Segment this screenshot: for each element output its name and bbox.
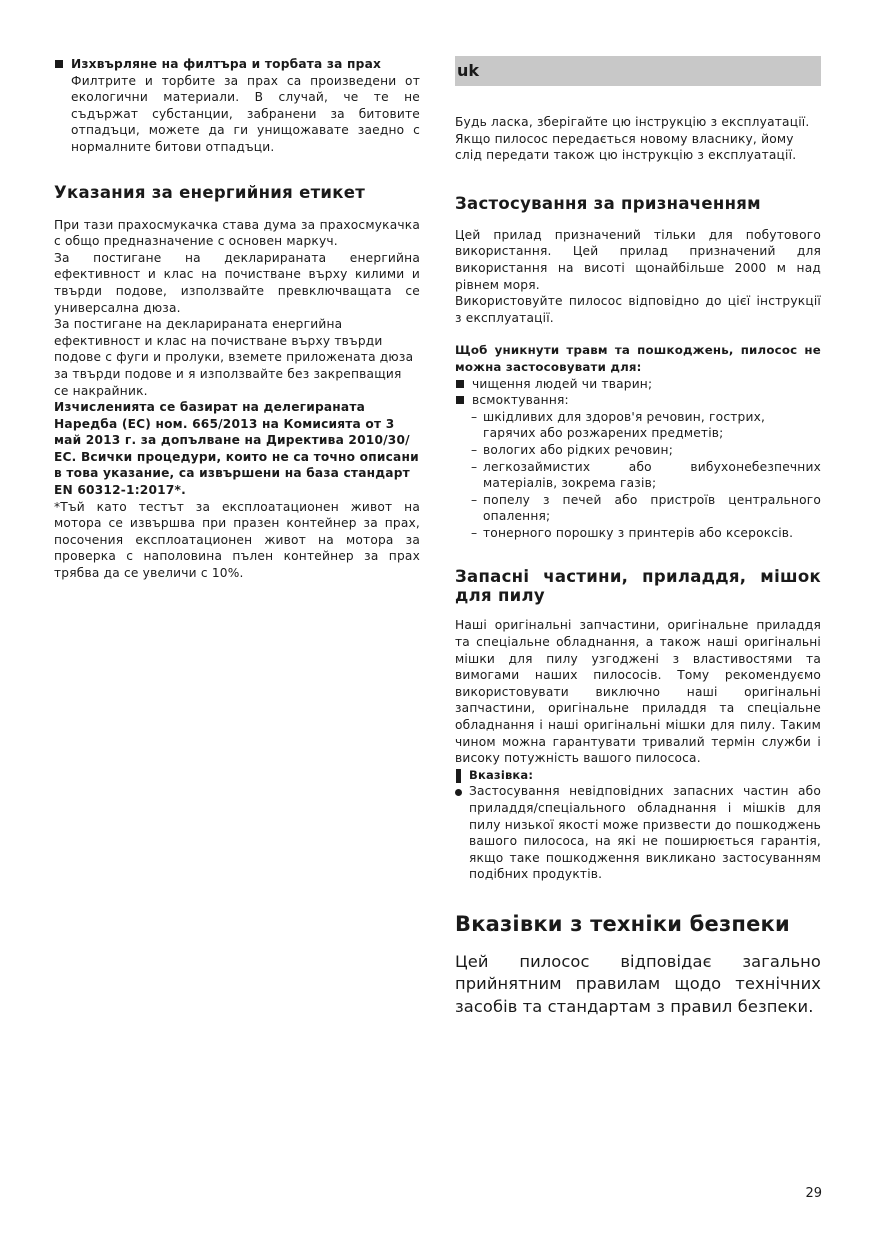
left-column xyxy=(54,56,420,582)
list-item xyxy=(455,392,821,409)
page-number: 29 xyxy=(805,1186,822,1201)
parts-heading: Запасні частини, приладдя, мішок для пилу xyxy=(455,567,821,606)
energy-regulation-note: Изчислениятa се базират на делегираната Наредба (ЕС) ном. 665/2013 на Комисията от 3 май 2013 г. за допълване на Директива 2010/30/ЕС. Всички процедури, които не са точно описани в това указание, са извършени на база стандарт EN 60312-1:2017*. xyxy=(54,400,419,498)
dash-icon: – xyxy=(471,459,478,474)
dash-icon: – xyxy=(471,492,478,507)
sub-item-text: вологих або рідких речовин; xyxy=(483,442,673,457)
energy-heading: Указания за енергийния етикет xyxy=(54,182,366,202)
list-item xyxy=(455,376,821,393)
sub-item-text: тонерного порошку з принтерів або ксероксів. xyxy=(483,525,794,540)
disposal-heading: Изхвърляне на филтъра и торбата за прах xyxy=(71,57,382,71)
dash-icon: – xyxy=(471,525,478,540)
intro-text: Будь ласка, зберігайте цю інструкцію з експлуатації. Якщо пилосос передається новому власнику, йому слід передати також цю інструкцію з експлуатації. xyxy=(455,115,810,163)
sub-list-item xyxy=(455,442,821,459)
bullet-square-icon xyxy=(456,380,464,388)
energy-paragraph-1: При тази прахосмукачка става дума за прахосмукачка с общо предназначение с основен маркуч. xyxy=(54,217,420,249)
energy-paragraph-2: За постигане на декларираната енергийна ефективност и клас на почистване върху килими и твърди подове, използвайте превключващата се универсална дюза. xyxy=(54,250,420,315)
sub-list-item xyxy=(455,525,821,542)
sub-item-text: попелу з печей або пристроїв центрального опалення; xyxy=(483,492,821,524)
purpose-paragraph-2: Використовуйте пилосос відповідно до цієї інструкції з експлуатації. xyxy=(455,294,821,325)
purpose-warning: Щоб уникнути травм та пошкоджень, пилосос не можна застосовувати для: xyxy=(455,343,821,374)
sub-item-text: шкідливих для здоров'я речовин, гострих, гарячих або розжарених предметів; xyxy=(483,409,766,441)
energy-paragraph-3: За постигане на декларираната енергийна ефективност и клас на почистване върху твърди подове с фуги и пролуки, вземете приложената дюза за твърди подове и я използвайте без закрепващия се накрайник. xyxy=(54,317,414,398)
bullet-square-icon xyxy=(55,60,63,68)
exclamation-icon xyxy=(455,767,465,797)
dash-icon: – xyxy=(471,409,478,424)
sub-list-item xyxy=(455,459,821,492)
bullet-square-icon xyxy=(456,396,464,404)
sub-item-text: легкозаймистих або вибухонебезпечних матеріалів, зокрема газів; xyxy=(483,459,821,491)
bullet-text: чищення людей чи тварин; xyxy=(472,376,653,391)
right-column xyxy=(455,56,821,1018)
purpose-heading: Застосування за призначенням xyxy=(455,193,761,213)
bullet-text: всмоктування: xyxy=(472,393,569,408)
energy-footnote: *Тъй като тестът за експлоатационен живот на мотора се извършва при празен контейнер за прах, посочения експлоатационен живот на мотора за проверка с наполовина пълен контейнер за прах трябва да се увеличи с 10%. xyxy=(54,499,420,581)
sub-list-item xyxy=(455,492,821,525)
note-label: Вказівка: xyxy=(469,767,534,782)
sub-list-item xyxy=(455,409,821,442)
disposal-body: Филтрите и торбите за прах са произведени от екологични материали. В случай, че те не съдържат субстанции, забранени за битовите отпадъци, можете да ги унищожавате заедно с нормалните битови отпадъци. xyxy=(71,73,420,154)
dash-icon: – xyxy=(471,442,478,457)
note-block xyxy=(455,767,821,883)
disposal-section xyxy=(54,56,420,156)
parts-body: Наші оригінальні запчастини, оригінальне приладдя та спеціальне обладнання, а також наші оригінальні мішки для пилу узгоджені з властивостями та вимогами наших пилососів. Тому рекомендуємо використовувати виключно наші оригінальні запчастини, оригінальне приладдя та спеціальне обладнання і наші оригінальні мішки для пилу. Таким чином можна гарантувати тривалий термін служби і високу потужність вашого пилососа. xyxy=(455,618,821,766)
note-body: Застосування невідповідних запасних частин або приладдя/спеціального обладнання і мішків для пилу низької якості може призвести до пошкоджень вашого пилососа, на які не поширюється гарантія, якщо таке пошкодження викликано застосуванням подібних продуктів. xyxy=(469,784,821,882)
language-code: uk xyxy=(457,61,480,80)
safety-body: Цей пилосос відповідає загально прийнятним правилам щодо технічних засобів та стандартам з правил безпеки. xyxy=(455,951,821,1016)
safety-heading: Вказівки з техніки безпеки xyxy=(455,911,790,936)
language-bar xyxy=(455,56,821,86)
purpose-paragraph-1: Цей прилад призначений тільки для побутового використання. Цей прилад призначений для використання на висоті щонайбільше 2000 м над рівнем моря. xyxy=(455,227,821,292)
